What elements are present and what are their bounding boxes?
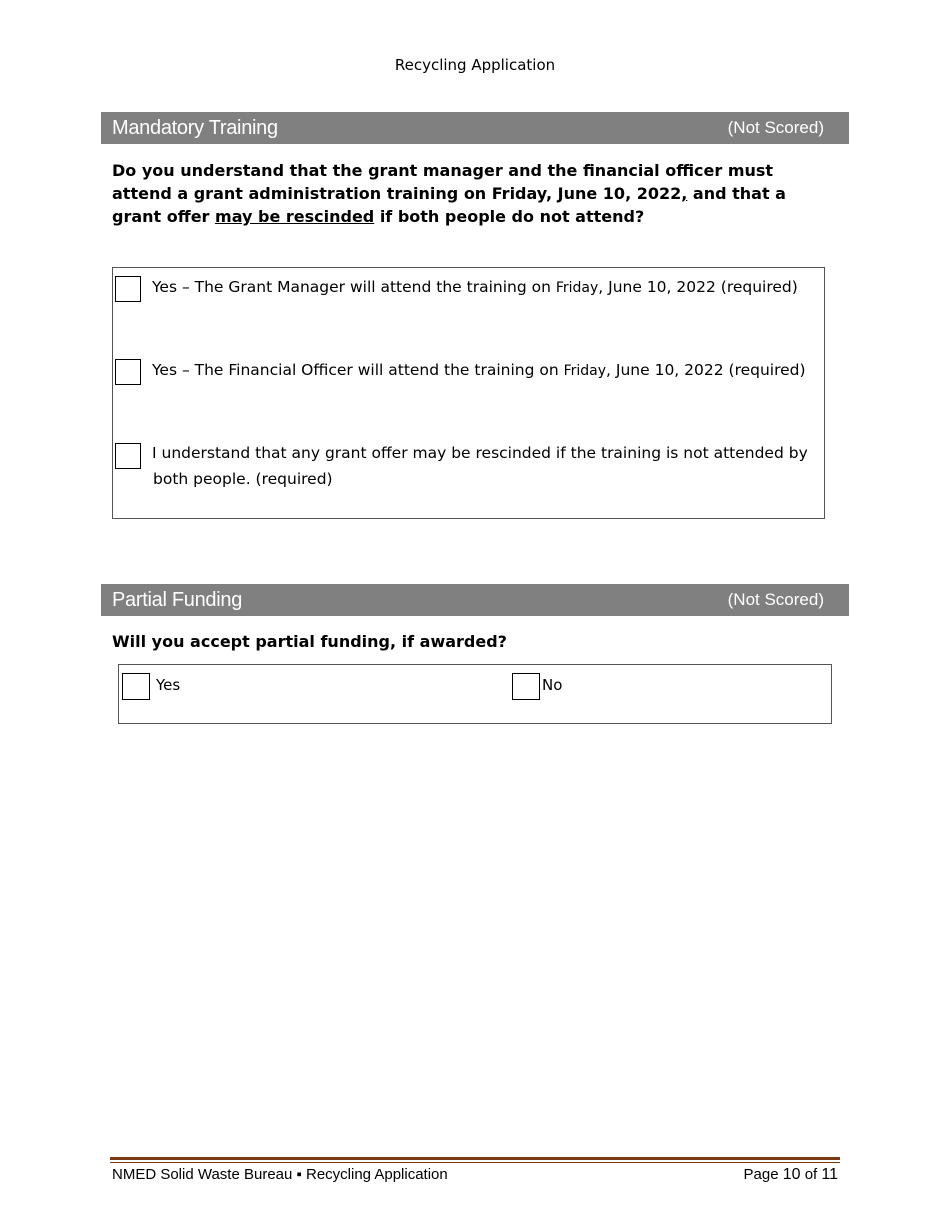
option-grant-manager-label: Yes – The Grant Manager will attend the training on Friday, June 10, 2022 (required) [152,278,798,296]
option-partial-yes-label: Yes [156,676,181,694]
footer-rule-thin [110,1162,840,1163]
partial-funding-options-box [118,664,832,724]
section-title: Mandatory Training [112,116,278,139]
section-title: Partial Funding [112,588,243,611]
checkbox-financial-officer[interactable] [115,359,141,385]
section-note: (Not Scored) [727,118,824,137]
checkbox-partial-no[interactable] [512,673,540,700]
mandatory-training-question: Do you understand that the grant manager and the financial officer must attend a grant administration training on Friday, June 10, 2022, and that a grant offer may be rescinded if both people do not attend? [112,161,786,226]
option-partial-no-label: No [542,676,563,694]
option-rescind-line1: I understand that any grant offer may be rescinded if the training is not attended by [152,444,808,462]
option-financial-officer-label: Yes – The Financial Officer will attend the training on Friday, June 10, 2022 (required) [152,361,806,379]
partial-funding-question: Will you accept partial funding, if awarded? [112,632,507,651]
mandatory-training-header [101,112,849,144]
footer-document-title: NMED Solid Waste Bureau ▪ Recycling Application [112,1166,448,1183]
page-header-title: Recycling Application [394,56,556,74]
checkbox-partial-yes[interactable] [122,673,150,700]
option-rescind-line2: both people. (required) [153,470,333,488]
section-note: (Not Scored) [727,590,824,609]
footer-rule [110,1157,840,1160]
partial-funding-header [101,584,849,616]
footer-page-number: Page 10 of 11 [743,1166,838,1183]
checkbox-grant-manager[interactable] [115,276,141,302]
checkbox-rescind-understanding[interactable] [115,443,141,469]
